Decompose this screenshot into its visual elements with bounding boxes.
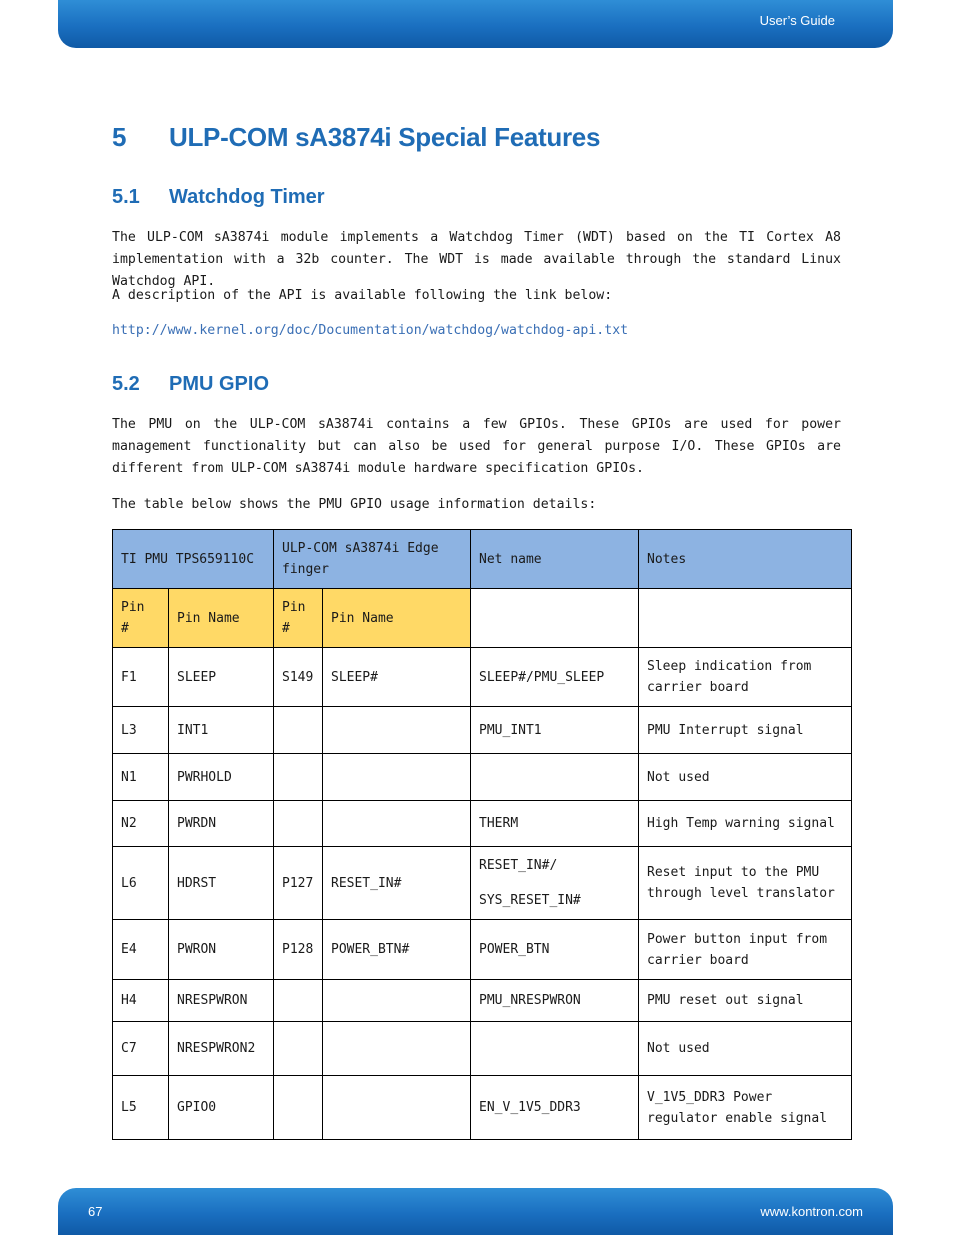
cell-edge-pin xyxy=(274,1076,323,1140)
header-notes: Notes xyxy=(639,530,852,589)
table-row xyxy=(113,707,852,754)
watchdog-heading xyxy=(112,186,325,209)
cell-edge-pin xyxy=(274,801,323,847)
cell-pin: N1 xyxy=(113,754,169,801)
table-row xyxy=(113,920,852,980)
table-row xyxy=(113,980,852,1022)
cell-edge-pin-name xyxy=(323,707,471,754)
subheader-edge-pin: Pin # xyxy=(274,589,323,648)
cell-pin: L3 xyxy=(113,707,169,754)
subheader-pin-name: Pin Name xyxy=(169,589,274,648)
subheader-notes-empty xyxy=(639,589,852,648)
header-ti-pmu: TI PMU TPS659110C xyxy=(113,530,274,589)
cell-pin: F1 xyxy=(113,648,169,707)
header-net-name: Net name xyxy=(471,530,639,589)
header-edge-finger: ULP-COM sA3874i Edge finger xyxy=(274,530,471,589)
cell-edge-pin-name: SLEEP# xyxy=(323,648,471,707)
cell-net-name-line: SYS_RESET_IN# xyxy=(479,893,581,908)
cell-edge-pin-name xyxy=(323,1022,471,1076)
table-subheader-row xyxy=(113,589,852,648)
cell-edge-pin xyxy=(274,754,323,801)
header-guide-label: User’s Guide xyxy=(759,13,835,28)
cell-pin-name: SLEEP xyxy=(169,648,274,707)
cell-pin-name: NRESPWRON xyxy=(169,980,274,1022)
cell-pin-name: GPIO0 xyxy=(169,1076,274,1140)
cell-net-name-line: RESET_IN#/ xyxy=(479,858,558,873)
cell-pin: L5 xyxy=(113,1076,169,1140)
cell-notes: Not used xyxy=(639,754,852,801)
cell-edge-pin-name: RESET_IN# xyxy=(323,847,471,920)
cell-edge-pin-name xyxy=(323,980,471,1022)
cell-net-name: POWER_BTN xyxy=(471,920,639,980)
cell-edge-pin: P128 xyxy=(274,920,323,980)
table-row xyxy=(113,847,852,920)
cell-notes: High Temp warning signal xyxy=(639,801,852,847)
cell-net-name xyxy=(471,1022,639,1076)
cell-notes: Power button input from carrier board xyxy=(639,920,852,980)
cell-net-name: EN_V_1V5_DDR3 xyxy=(471,1076,639,1140)
cell-pin: N2 xyxy=(113,801,169,847)
cell-notes: Reset input to the PMU through level translator xyxy=(639,847,852,920)
table-row xyxy=(113,1076,852,1140)
watchdog-link-line xyxy=(112,320,841,342)
cell-pin-name: NRESPWRON2 xyxy=(169,1022,274,1076)
pmu-number: 5.2 xyxy=(112,373,140,395)
cell-pin-name: HDRST xyxy=(169,847,274,920)
cell-edge-pin xyxy=(274,1022,323,1076)
footer-band xyxy=(58,1188,893,1235)
cell-pin-name: PWRDN xyxy=(169,801,274,847)
cell-edge-pin-name: POWER_BTN# xyxy=(323,920,471,980)
cell-edge-pin xyxy=(274,980,323,1022)
cell-pin: H4 xyxy=(113,980,169,1022)
watchdog-paragraph-1: The ULP-COM sA3874i module implements a Watchdog Timer (WDT) based on the TI Cortex A8 implementation with a 32b counter. The WDT is made available through the standard Linux Watchdog API. xyxy=(112,230,841,289)
cell-pin-name: PWRHOLD xyxy=(169,754,274,801)
cell-pin-name: INT1 xyxy=(169,707,274,754)
pmu-heading xyxy=(112,373,269,396)
page-number: 67 xyxy=(88,1204,103,1219)
cell-notes: Sleep indication from carrier board xyxy=(639,648,852,707)
cell-pin: L6 xyxy=(113,847,169,920)
table-header-row xyxy=(113,530,852,589)
cell-edge-pin-name xyxy=(323,754,471,801)
section-heading xyxy=(112,122,600,153)
pmu-title: PMU GPIO xyxy=(169,373,270,395)
pmu-paragraph-2: The table below shows the PMU GPIO usage information details: xyxy=(112,497,597,512)
cell-net-name: PMU_INT1 xyxy=(471,707,639,754)
watchdog-title: Watchdog Timer xyxy=(169,186,325,208)
table-row xyxy=(113,1022,852,1076)
watchdog-number: 5.1 xyxy=(112,186,140,208)
pmu-paragraph-1: The PMU on the ULP-COM sA3874i contains a few GPIOs. These GPIOs are used for power management functionality but can also be used for general purpose I/O. These GPIOs are different from ULP-COM sA3874i module hardware specification GPIOs. xyxy=(112,417,841,476)
cell-net-name: THERM xyxy=(471,801,639,847)
cell-edge-pin: S149 xyxy=(274,648,323,707)
cell-net-name: SLEEP#/PMU_SLEEP xyxy=(471,648,639,707)
cell-notes: PMU reset out signal xyxy=(639,980,852,1022)
section-title: ULP-COM sA3874i Special Features xyxy=(169,122,601,152)
cell-pin-name: PWRON xyxy=(169,920,274,980)
table-row xyxy=(113,801,852,847)
cell-notes: PMU Interrupt signal xyxy=(639,707,852,754)
watchdog-paragraph-2: A description of the API is available following the link below: xyxy=(112,288,613,303)
cell-net-name xyxy=(471,847,639,920)
pmu-gpio-table xyxy=(112,529,852,1140)
cell-pin: C7 xyxy=(113,1022,169,1076)
header-band xyxy=(58,0,893,48)
cell-notes: V_1V5_DDR3 Power regulator enable signal xyxy=(639,1076,852,1140)
table-row xyxy=(113,648,852,707)
cell-net-name xyxy=(471,754,639,801)
section-number: 5 xyxy=(112,122,127,152)
footer-website: www.kontron.com xyxy=(760,1204,863,1219)
table-row xyxy=(113,754,852,801)
cell-edge-pin xyxy=(274,707,323,754)
cell-net-name: PMU_NRESPWRON xyxy=(471,980,639,1022)
subheader-net-empty xyxy=(471,589,639,648)
subheader-edge-pin-name: Pin Name xyxy=(323,589,471,648)
watchdog-api-link[interactable]: http://www.kernel.org/doc/Documentation/watchdog/watchdog-api.txt xyxy=(112,323,629,338)
cell-pin: E4 xyxy=(113,920,169,980)
subheader-pin: Pin # xyxy=(113,589,169,648)
cell-edge-pin-name xyxy=(323,801,471,847)
cell-notes: Not used xyxy=(639,1022,852,1076)
cell-edge-pin: P127 xyxy=(274,847,323,920)
cell-edge-pin-name xyxy=(323,1076,471,1140)
